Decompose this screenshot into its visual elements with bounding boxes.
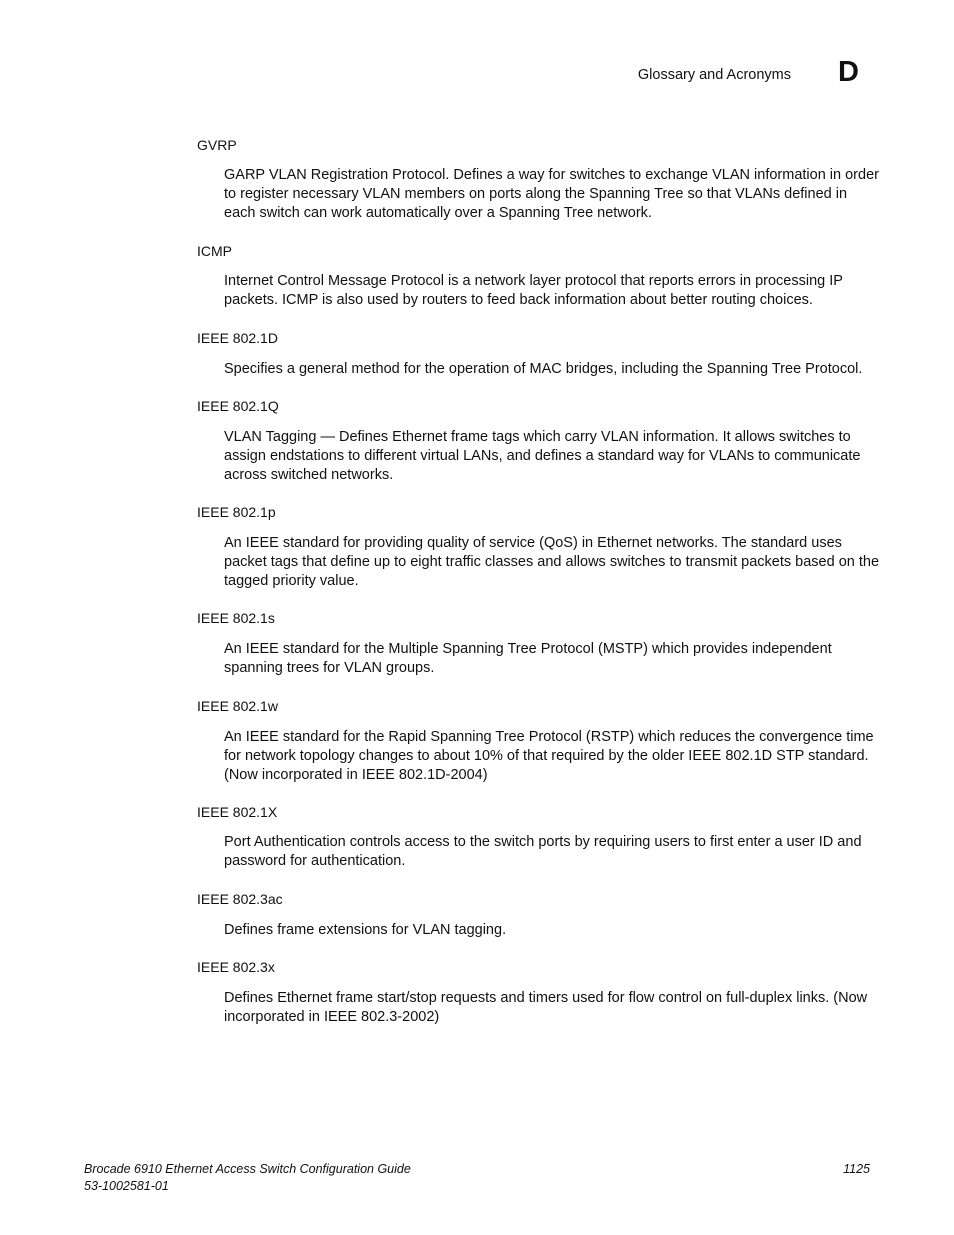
glossary-definition: Defines frame extensions for VLAN tagging. — [224, 922, 507, 938]
glossary-term: ICMP — [197, 243, 232, 259]
glossary-term: IEEE 802.1p — [197, 504, 276, 520]
footer-guide-title: Brocade 6910 Ethernet Access Switch Configuration Guide — [84, 1162, 411, 1176]
glossary-term: IEEE 802.3x — [197, 959, 275, 975]
running-header-title: Glossary and Acronyms — [637, 67, 791, 83]
glossary-definition: Port Authentication controls access to the switch ports by requiring users to first enter a user ID and password for authentication. — [224, 834, 862, 869]
glossary-definition: An IEEE standard for the Rapid Spanning Tree Protocol (RSTP) which reduces the convergence time for network topology changes to about 10% of that required by the older IEEE 802.1D STP standard. (Now incorporated in IEEE 802.1D-2004) — [224, 729, 874, 783]
glossary-term: IEEE 802.1s — [197, 610, 275, 626]
glossary-definition: VLAN Tagging — Defines Ethernet frame tags which carry VLAN information. It allows switches to assign endstations to different virtual LANs, and defines a standard way for VLANs to communicate across switched networks. — [224, 429, 861, 483]
glossary-definition: Defines Ethernet frame start/stop requests and timers used for flow control on full-duplex links. (Now incorporated in IEEE 802.3-2002) — [224, 990, 868, 1025]
appendix-letter: D — [838, 56, 859, 88]
footer-doc-number: 53-1002581-01 — [84, 1179, 169, 1193]
glossary-definition: Internet Control Message Protocol is a network layer protocol that reports errors in processing IP packets. ICMP is also used by routers to feed back information about better routing choices. — [224, 273, 843, 308]
footer-page-number: 1125 — [843, 1162, 870, 1176]
glossary-definition: An IEEE standard for the Multiple Spanning Tree Protocol (MSTP) which provides independent spanning trees for VLAN groups. — [224, 641, 832, 676]
glossary-term: IEEE 802.3ac — [197, 891, 283, 907]
glossary-term: IEEE 802.1Q — [197, 398, 279, 414]
glossary-term: IEEE 802.1X — [197, 804, 278, 820]
glossary-term: IEEE 802.1D — [197, 330, 278, 346]
glossary-definition: Specifies a general method for the operation of MAC bridges, including the Spanning Tree Protocol. — [224, 361, 863, 377]
glossary-term: IEEE 802.1w — [197, 698, 278, 714]
glossary-definition: An IEEE standard for providing quality of service (QoS) in Ethernet networks. The standard uses packet tags that define up to eight traffic classes and allows switches to transmit packets based on the tagged priority value. — [224, 535, 880, 589]
glossary-definition: GARP VLAN Registration Protocol. Defines a way for switches to exchange VLAN information in order to register necessary VLAN members on ports along the Spanning Tree so that VLANs defined in each switch can work automatically over a Spanning Tree network. — [224, 167, 879, 221]
glossary-term: GVRP — [197, 137, 237, 153]
